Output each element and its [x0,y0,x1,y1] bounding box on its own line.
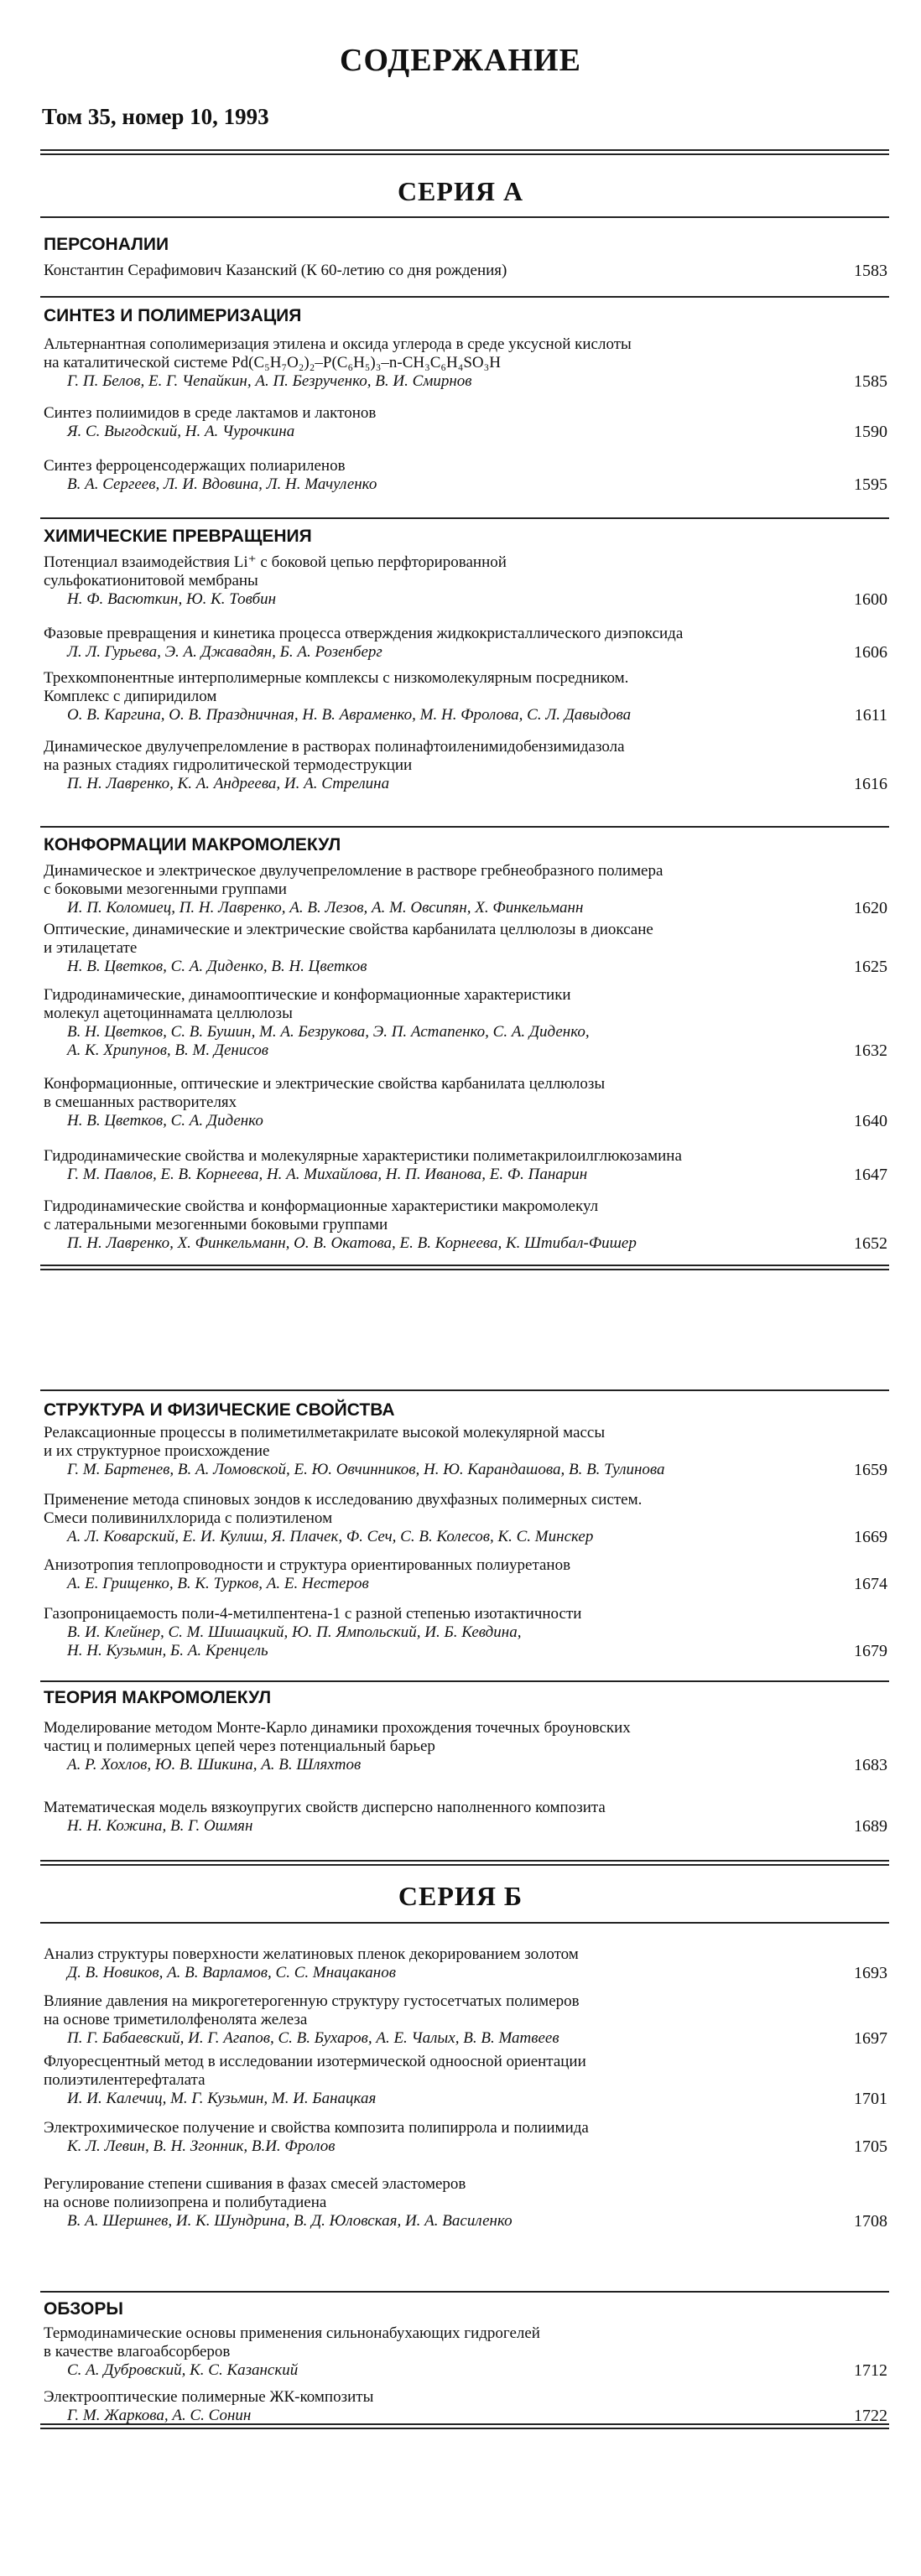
page-title: СОДЕРЖАНИЕ [340,43,581,78]
toc-entry [44,1491,887,1546]
page-number: 1625 [854,958,887,976]
page-number: 1708 [854,2212,887,2231]
section-heading: ОБЗОРЫ [44,2299,123,2319]
section-heading: ТЕОРИЯ МАКРОМОЛЕКУЛ [44,1688,272,1707]
entry-authors-line: С. А. Дубровский, К. С. Казанский [67,2361,299,2379]
entry-authors-line: П. Г. Бабаевский, И. Г. Агапов, С. В. Бухаров, А. Е. Чалых, В. В. Матвеев [67,2029,559,2047]
entry-authors-line: Д. В. Новиков, А. В. Варламов, С. С. Мнацаканов [67,1964,396,1981]
toc-entry [44,1197,887,1253]
page-number: 1659 [854,1461,887,1479]
section-heading: ХИМИЧЕСКИЕ ПРЕВРАЩЕНИЯ [44,527,312,546]
entry-title-line: на каталитической системе Pd(C₅H₇O₂)₂–P(C₆H₅)₃–n-CH₃C₆H₄SO₃H [44,354,501,371]
entry-title-line: Гидродинамические свойства и молекулярные характеристики полиметакрилоилглюкозамина [44,1147,682,1165]
entry-title-line: Регулирование степени сшивания в фазах смесей эластомеров [44,2175,466,2193]
toc-entry [44,862,887,917]
entry-title-line: Электрохимическое получение и свойства композита полипиррола и полиимида [44,2119,589,2137]
entry-title-line: Смеси поливинилхлорида с полиэтиленом [44,1509,333,1527]
entry-title-line: Применение метода спиновых зондов к исследованию двухфазных полимерных систем. [44,1491,643,1509]
entry-title-line: Релаксационные процессы в полиметилметакрилате высокой молекулярной массы [44,1424,606,1441]
entry-authors-line: А. К. Хрипунов, В. М. Денисов [67,1041,269,1059]
entry-title-line: и их структурное происхождение [44,1442,270,1460]
page-number: 1632 [854,1041,887,1060]
page-number: 1611 [854,706,887,724]
toc-entry [44,1799,887,1836]
issue-info: Том 35, номер 10, 1993 [42,104,269,129]
entry-authors-line: Н. Н. Кожина, В. Г. Ошмян [67,1817,253,1835]
entry-title-line: в смешанных растворителях [44,1093,237,1111]
entry-title-line: Математическая модель вязкоупругих свойств дисперсно наполненного композита [44,1799,606,1816]
entry-authors-line: К. Л. Левин, В. Н. Згонник, В.И. Фролов [67,2137,336,2155]
entry-title-line: Потенциал взаимодействия Li⁺ с боковой цепью перфторированной [44,553,507,571]
toc-entry [44,1147,887,1184]
entry-authors-line: А. Р. Хохлов, Ю. В. Шикина, А. В. Шляхтов [67,1756,362,1774]
toc-entry [44,1992,887,2048]
page-number: 1712 [854,2361,887,2380]
entry-title-line: Оптические, динамические и электрические свойства карбанилата целлюлозы в диоксане [44,921,653,938]
entry-title-line: и этилацетате [44,939,138,957]
entry-title-line: Комплекс с дипиридилом [44,688,217,705]
section-heading: СИНТЕЗ И ПОЛИМЕРИЗАЦИЯ [44,306,302,325]
entry-title-line: Флуоресцентный метод в исследовании изотермической одноосной ориентации [44,2053,586,2070]
entry-title-line: Гидродинамические свойства и конформационные характеристики макромолекул [44,1197,599,1215]
entry-title-line: полиэтилентерефталата [44,2071,206,2089]
page-number: 1674 [854,1575,887,1593]
entry-authors-line: И. И. Калечиц, М. Г. Кузьмин, М. И. Банацкая [67,2090,377,2107]
divider [40,296,889,298]
entry-title-line: Альтернантная сополимеризация этилена и оксида углерода в среде уксусной кислоты [44,335,632,353]
divider [40,517,889,519]
divider [40,149,889,155]
toc-entry [44,738,887,793]
entry-authors-line: П. Н. Лавренко, К. А. Андреева, И. А. Стрелина [67,775,390,792]
toc-entry [44,921,887,976]
toc-entry [44,1719,887,1774]
page-number: 1669 [854,1528,887,1546]
entry-title-line: Фазовые превращения и кинетика процесса отверждения жидкокристаллического диэпоксида [44,625,684,642]
divider [40,2291,889,2293]
entry-title-line: частиц и полимерных цепей через потенциальный барьер [44,1737,435,1755]
toc-entry [44,553,887,609]
entry-authors-line: Н. Н. Кузьмин, Б. А. Кренцель [67,1642,268,1659]
toc-entry [44,2324,887,2380]
entry-authors-line: Я. С. Выгодский, Н. А. Чурочкина [67,423,295,440]
toc-entry [44,457,887,494]
entry-title-line: Анализ структуры поверхности желатиновых пленок декорированием золотом [44,1945,579,1963]
series-a-title: СЕРИЯ А [397,176,524,206]
entry-title-line: Конформационные, оптические и электрические свойства карбанилата целлюлозы [44,1075,606,1093]
entry-title-line: на основе полиизопрена и полибутадиена [44,2194,327,2211]
entry-authors-line: Г. М. Бартенев, В. А. Ломовской, Е. Ю. Овчинников, Н. Ю. Карандашова, В. В. Тулинова [67,1461,665,1478]
entry-title-line: Динамическое и электрическое двулучепреломление в растворе гребнеобразного полимера [44,862,663,880]
toc-entry [44,986,887,1060]
entry-title-line: с боковыми мезогенными группами [44,880,287,898]
entry-authors-line: О. В. Каргина, О. В. Праздничная, Н. В. Авраменко, М. Н. Фролова, С. Л. Давыдова [67,706,632,724]
entry-title-line: Влияние давления на микрогетерогенную структуру густосетчатых полимеров [44,1992,580,2010]
entry-authors-line: Н. В. Цветков, С. А. Диденко [67,1112,263,1130]
divider [40,1860,889,1866]
divider [40,216,889,218]
page-number: 1647 [854,1166,887,1184]
entry-authors-line: В. А. Шершнев, И. К. Шундрина, В. Д. Юловская, И. А. Василенко [67,2212,513,2230]
entry-authors-line: Л. Л. Гурьева, Э. А. Джавадян, Б. А. Розенберг [67,643,382,661]
entry-authors-line: И. П. Коломиец, П. Н. Лавренко, А. В. Лезов, А. М. Овсипян, Х. Финкельманн [67,899,584,917]
divider [40,1922,889,1924]
toc-entry [44,404,887,441]
page-number: 1701 [854,2090,887,2108]
toc-entry [44,625,887,662]
section-heading: КОНФОРМАЦИИ МАКРОМОЛЕКУЛ [44,835,341,854]
entry-authors-line: Г. М. Павлов, Е. В. Корнеева, Н. А. Михайлова, Н. П. Иванова, Е. Ф. Панарин [67,1166,588,1183]
divider [40,1680,889,1682]
divider [40,1265,889,1270]
page-number: 1590 [854,423,887,441]
entry-authors-line: П. Н. Лавренко, Х. Финкельманн, О. В. Окатова, Е. В. Корнеева, К. Штибал-Фишер [67,1234,637,1252]
entry-authors-line: В. А. Сергеев, Л. И. Вдовина, Л. Н. Мачуленко [67,475,377,493]
entry-title-line: Газопроницаемость поли-4-метилпентена-1 с разной степенью изотактичности [44,1605,582,1623]
entry-title-line: Анизотропия теплопроводности и структура ориентированных полиуретанов [44,1556,571,1574]
toc-entry [44,2119,887,2156]
toc-entry [44,262,887,280]
page-number: 1583 [854,262,887,280]
entry-authors-line: Н. Ф. Васюткин, Ю. К. Товбин [67,590,277,608]
entry-title-line: Синтез полиимидов в среде лактамов и лактонов [44,404,377,422]
toc-entry [44,1556,887,1593]
entry-authors-line: Н. В. Цветков, С. А. Диденко, В. Н. Цветков [67,958,367,975]
entry-title-line: сульфокатионитовой мембраны [44,572,258,589]
entry-title-line: Гидродинамические, динамооптические и конформационные характеристики [44,986,571,1004]
entry-title-line: Термодинамические основы применения сильнонабухающих гидрогелей [44,2324,540,2342]
toc-entry [44,2175,887,2231]
page-number: 1679 [854,1642,887,1660]
page-number: 1640 [854,1112,887,1130]
entry-title-line: Электрооптические полимерные ЖК-композиты [44,2388,374,2406]
entry-authors-line: В. Н. Цветков, С. В. Бушин, М. А. Безрукова, Э. П. Астапенко, С. А. Диденко, [67,1023,590,1041]
toc-entry [44,2053,887,2108]
page-number: 1620 [854,899,887,917]
entry-title-line: Трехкомпонентные интерполимерные комплексы с низкомолекулярным посредником. [44,669,629,687]
entry-title-line: с латеральными мезогенными боковыми группами [44,1216,388,1233]
entry-authors-line: Г. М. Жаркова, А. С. Сонин [67,2407,252,2424]
page-number: 1722 [854,2407,887,2425]
toc-entry [44,2388,887,2425]
divider [40,826,889,828]
divider [40,1389,889,1391]
section-heading: ПЕРСОНАЛИИ [44,235,169,254]
section-heading: СТРУКТУРА И ФИЗИЧЕСКИЕ СВОЙСТВА [44,1400,395,1420]
page-number: 1683 [854,1756,887,1774]
page-number: 1600 [854,590,887,609]
toc-entry [44,1075,887,1130]
toc-entry [44,1605,887,1660]
page-number: 1595 [854,475,887,494]
entry-title-line: Константин Серафимович Казанский (К 60-летию со дня рождения) [44,262,507,279]
entry-title-line: молекул ацетоциннамата целлюлозы [44,1005,293,1022]
entry-title-line: Моделирование методом Монте-Карло динамики прохождения точечных броуновских [44,1719,631,1737]
entry-authors-line: А. Л. Коварский, Е. И. Кулиш, Я. Плачек, Ф. Сеч, С. В. Колесов, К. С. Минскер [67,1528,594,1545]
series-b-title: СЕРИЯ Б [398,1881,523,1911]
page-number: 1705 [854,2137,887,2156]
entry-title-line: на разных стадиях гидролитической термодеструкции [44,756,413,774]
entry-title-line: в качестве влагоабсорберов [44,2343,231,2360]
entry-title-line: на основе триметилолфенолята железа [44,2011,308,2028]
entry-title-line: Синтез ферроценсодержащих полиариленов [44,457,346,475]
entry-authors-line: В. И. Клейнер, С. М. Шишацкий, Ю. П. Ямпольский, И. Б. Кевдина, [67,1623,522,1641]
page-number: 1693 [854,1964,887,1982]
toc-entry [44,1424,887,1479]
page-number: 1697 [854,2029,887,2048]
page-number: 1606 [854,643,887,662]
toc-entry [44,1945,887,1982]
page-number: 1585 [854,372,887,391]
page-number: 1689 [854,1817,887,1836]
page-number: 1652 [854,1234,887,1253]
entry-authors-line: А. Е. Грищенко, В. К. Турков, А. Е. Нестеров [67,1575,369,1592]
toc-entry [44,335,887,391]
toc-entry [44,669,887,724]
entry-title-line: Динамическое двулучепреломление в растворах полинафтоиленимидобензимидазола [44,738,625,756]
entry-authors-line: Г. П. Белов, Е. Г. Чепайкин, А. П. Безрученко, В. И. Смирнов [67,372,472,390]
page-number: 1616 [854,775,887,793]
